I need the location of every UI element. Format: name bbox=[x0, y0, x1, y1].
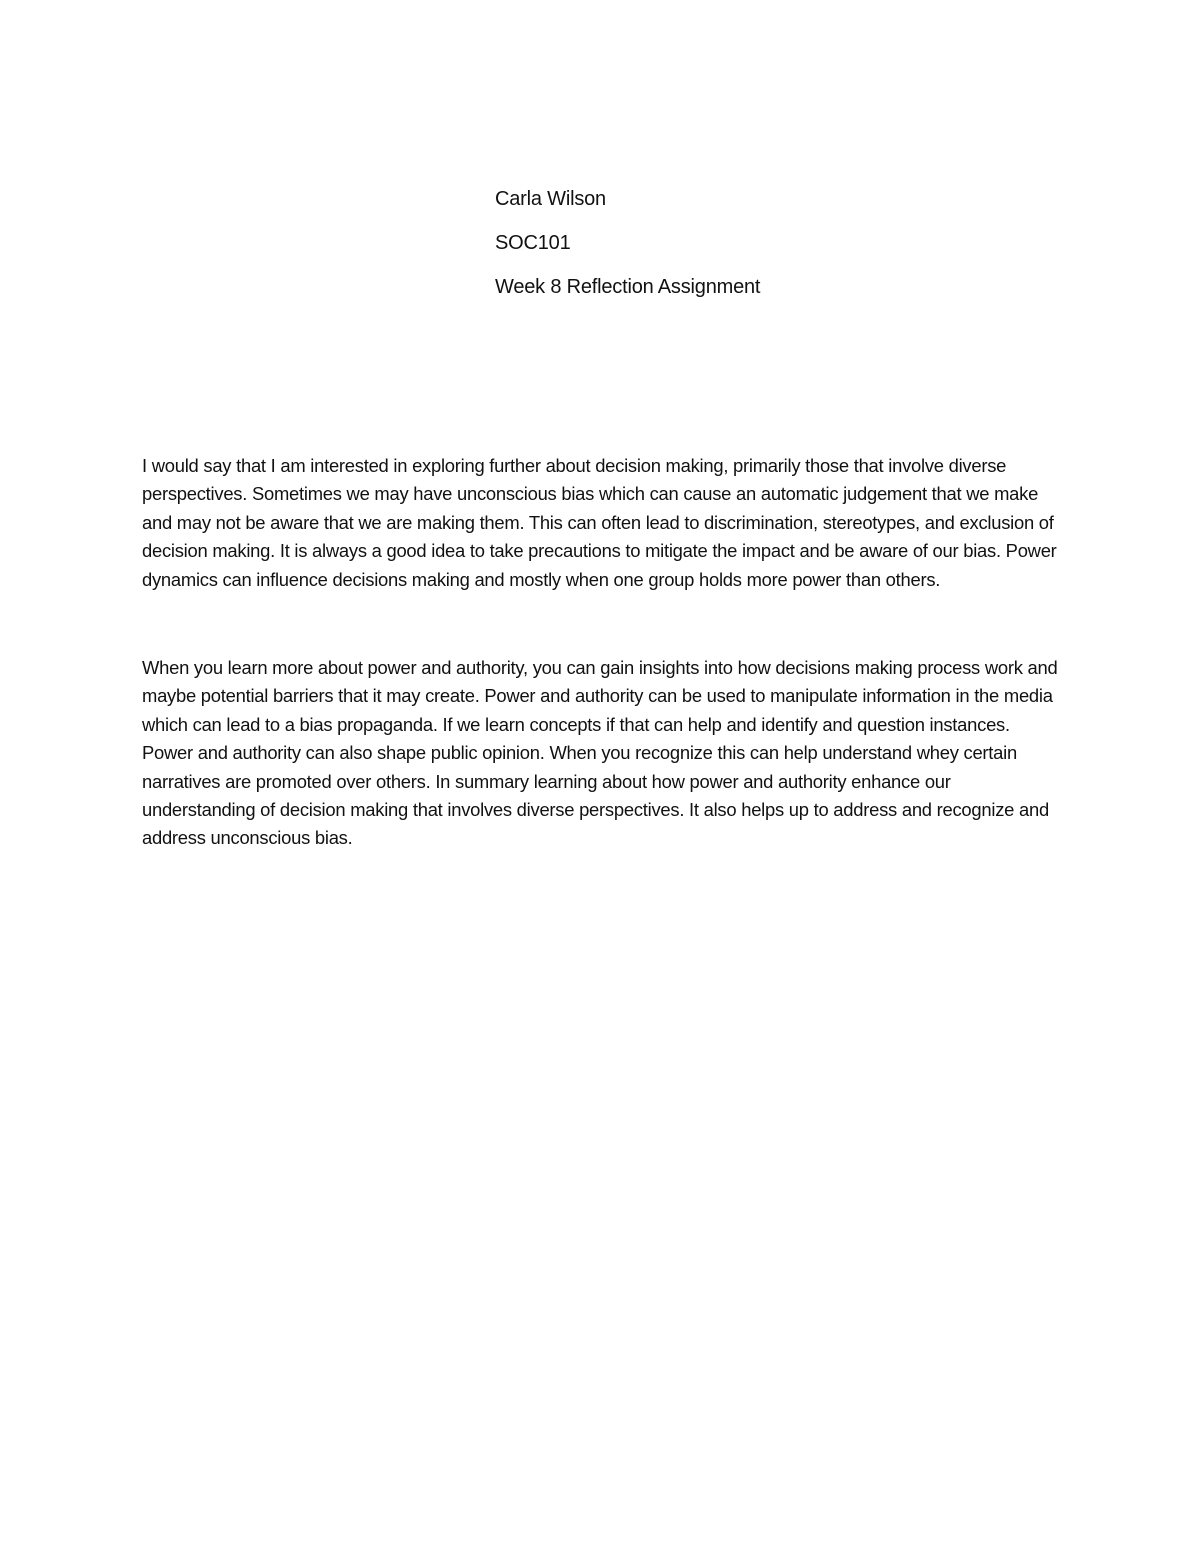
body-paragraph: I would say that I am interested in exploring further about decision making, primarily those that involve diverse perspectives. Sometimes we may have unconscious bias which can cause an automatic judgement that we make and may not be aware that we are making them. This can often lead to discrimination, stereotypes, and exclusion of decision making. It is always a good idea to take precautions to mitigate the impact and be aware of our bias. Power dynamics can influence decisions making and mostly when one group holds more power than others. bbox=[142, 455, 1057, 590]
assignment-title: Week 8 Reflection Assignment bbox=[495, 276, 761, 298]
body-paragraph: When you learn more about power and authority, you can gain insights into how decisions making process work and maybe potential barriers that it may create. Power and authority can be used to manipulate information in the media which can lead to a bias propaganda. If we learn concepts if that can help and identify and question instances. Power and authority can also shape public opinion. When you recognize this can help understand whey certain narratives are promoted over others. In summary learning about how power and authority enhance our understanding of decision making that involves diverse perspectives. It also helps up to address and recognize and address unconscious bias. bbox=[142, 657, 1058, 849]
document-body bbox=[142, 452, 1062, 853]
author-name: Carla Wilson bbox=[495, 188, 606, 210]
document-header bbox=[495, 186, 1055, 318]
course-code: SOC101 bbox=[495, 232, 571, 254]
